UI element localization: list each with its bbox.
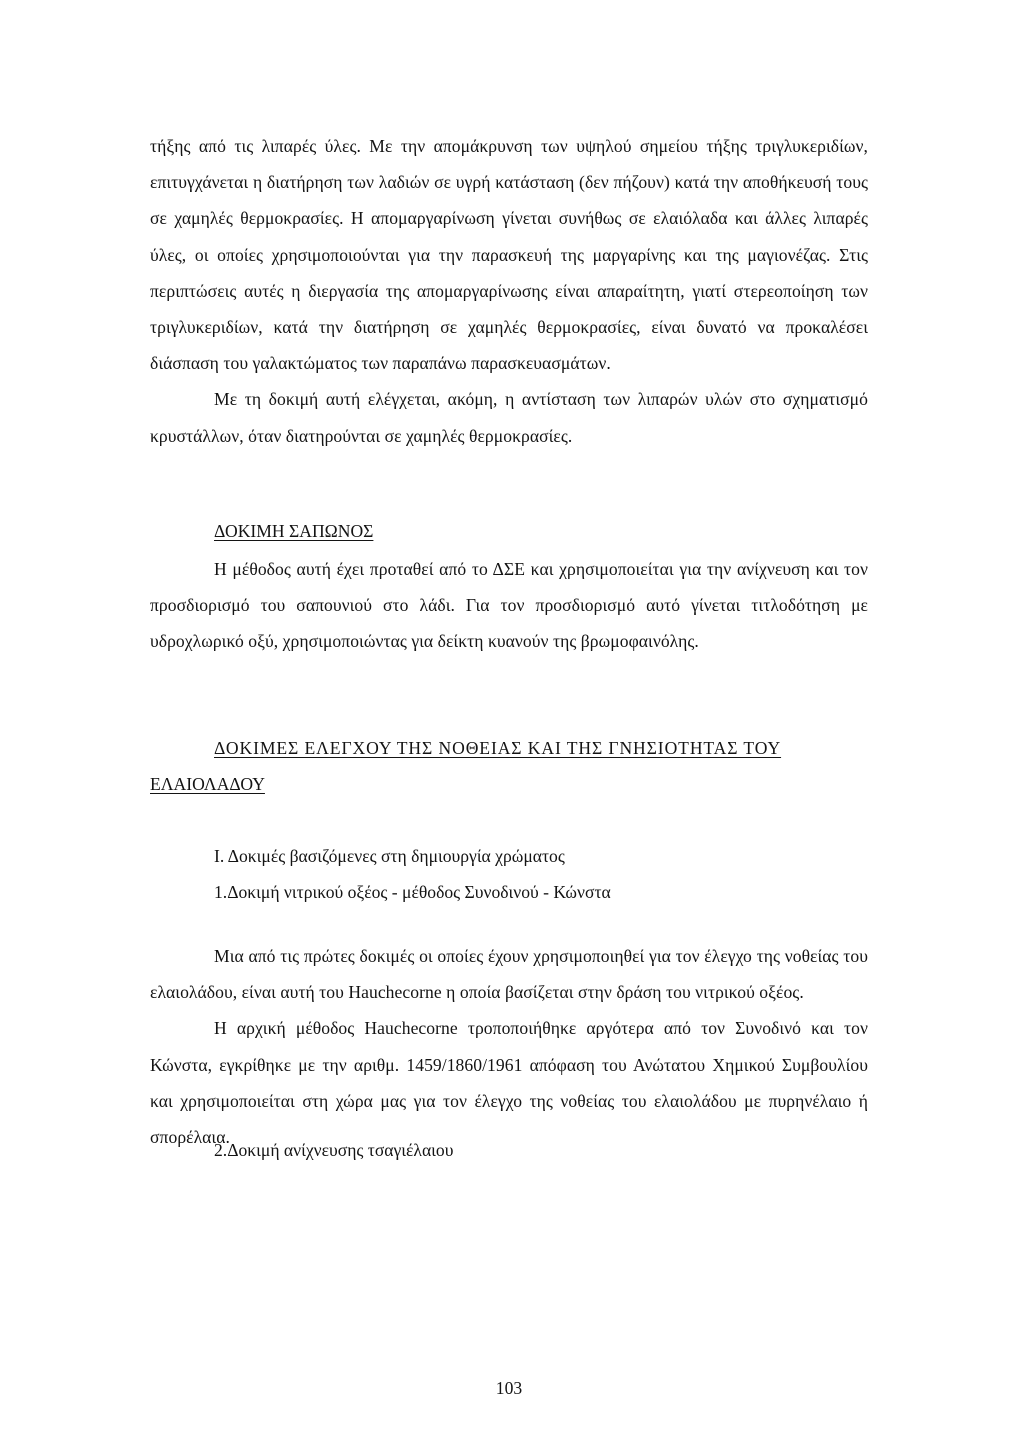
document-page (150, 128, 868, 1398)
body-paragraph-crystallization: Με τη δοκιμή αυτή ελέγχεται, ακόμη, η αντίσταση των λιπαρών υλών στο σχηματισμό κρυστάλλων, όταν διατηρούνται σε χαμηλές θερμοκρασίες. (150, 389, 868, 446)
body-paragraph-hauchecorne: Μια από τις πρώτες δοκιμές οι οποίες έχουν χρησιμοποιηθεί για τον έλεγχο της νοθείας του ελαιολάδου, είναι αυτή του Hauchecorne η οποία βασίζεται στην δράση του νιτρικού οξέος. (150, 946, 868, 1003)
subheading-tea-oil-test: 2.Δοκιμή ανίχνευσης τσαγιέλαιου (214, 1140, 454, 1160)
page-number: 103 (495, 1378, 523, 1398)
section-heading-adulteration-tests-continued: ΕΛΑΙΟΛΑΔΟΥ (150, 774, 265, 794)
subheading-color-tests: Ι. Δοκιμές βασιζόμενες στη δημιουργία χρώματος (214, 846, 565, 866)
body-paragraph-continued: τήξης από τις λιπαρές ύλες. Με την απομάκρυνση των υψηλού σημείου τήξης τριγλυκεριδίων, επιτυγχάνεται η διατήρηση των λαδιών σε υγρή κατάσταση (δεν πήζουν) κατά την αποθήκευσή τους σε χαμηλές θερμοκρασίες. Η απομαργαρίνωση γίνεται συνήθως σε ελαιόλαδα και άλλες λιπαρές ύλες, οι οποίες χρησιμοποιούνται για την παρασκευή της μαργαρίνης και της μαγιονέζας. Στις περιπτώσεις αυτές η διεργασία της απομαργαρίνωσης είναι απαραίτητη, γιατί στερεοποίηση των τριγλυκεριδίων, κατά την διατήρηση σε χαμηλές θερμοκρασίες, είναι δυνατό να προκαλέσει διάσπαση του γαλακτώματος των παραπάνω παρασκευασμάτων. (150, 136, 868, 374)
body-paragraph-soap-method: Η μέθοδος αυτή έχει προταθεί από το ΔΣΕ και χρησιμοποιείται για την ανίχνευση και τον προσδιορισμό του σαπουνιού στο λάδι. Για τον προσδιορισμό αυτό γίνεται τιτλοδότηση με υδροχλωρικό οξύ, χρησιμοποιώντας για δείκτη κυανούν της βρωμοφαινόλης. (150, 559, 868, 652)
nitric-acid-section-body (150, 938, 868, 1155)
section-heading-adulteration-tests: ΔΟΚΙΜΕΣ ΕΛΕΓΧΟΥ ΤΗΣ ΝΟΘΕΙΑΣ ΚΑΙ ΤΗΣ ΓΝΗΣΙΟΤΗΤΑΣ ΤΟΥ (214, 738, 782, 758)
section-heading-soap-test: ΔΟΚΙΜΗ ΣΑΠΩΝΟΣ (214, 521, 374, 541)
body-paragraph-modified-method: Η αρχική μέθοδος Hauchecorne τροποποιήθηκε αργότερα από τον Συνοδινό και τον Κώνστα, εγκρίθηκε με την αριθμ. 1459/1860/1961 απόφαση του Ανώτατου Χημικού Συμβουλίου και χρησιμοποιείται στη χώρα μας για τον έλεγχο της νοθείας του ελαιολάδου με πυρηνέλαιο ή σπορέλαια. (150, 1018, 868, 1148)
subheading-nitric-acid-test: 1.Δοκιμή νιτρικού οξέος - μέθοδος Συνοδινού - Κώνστα (214, 882, 611, 902)
